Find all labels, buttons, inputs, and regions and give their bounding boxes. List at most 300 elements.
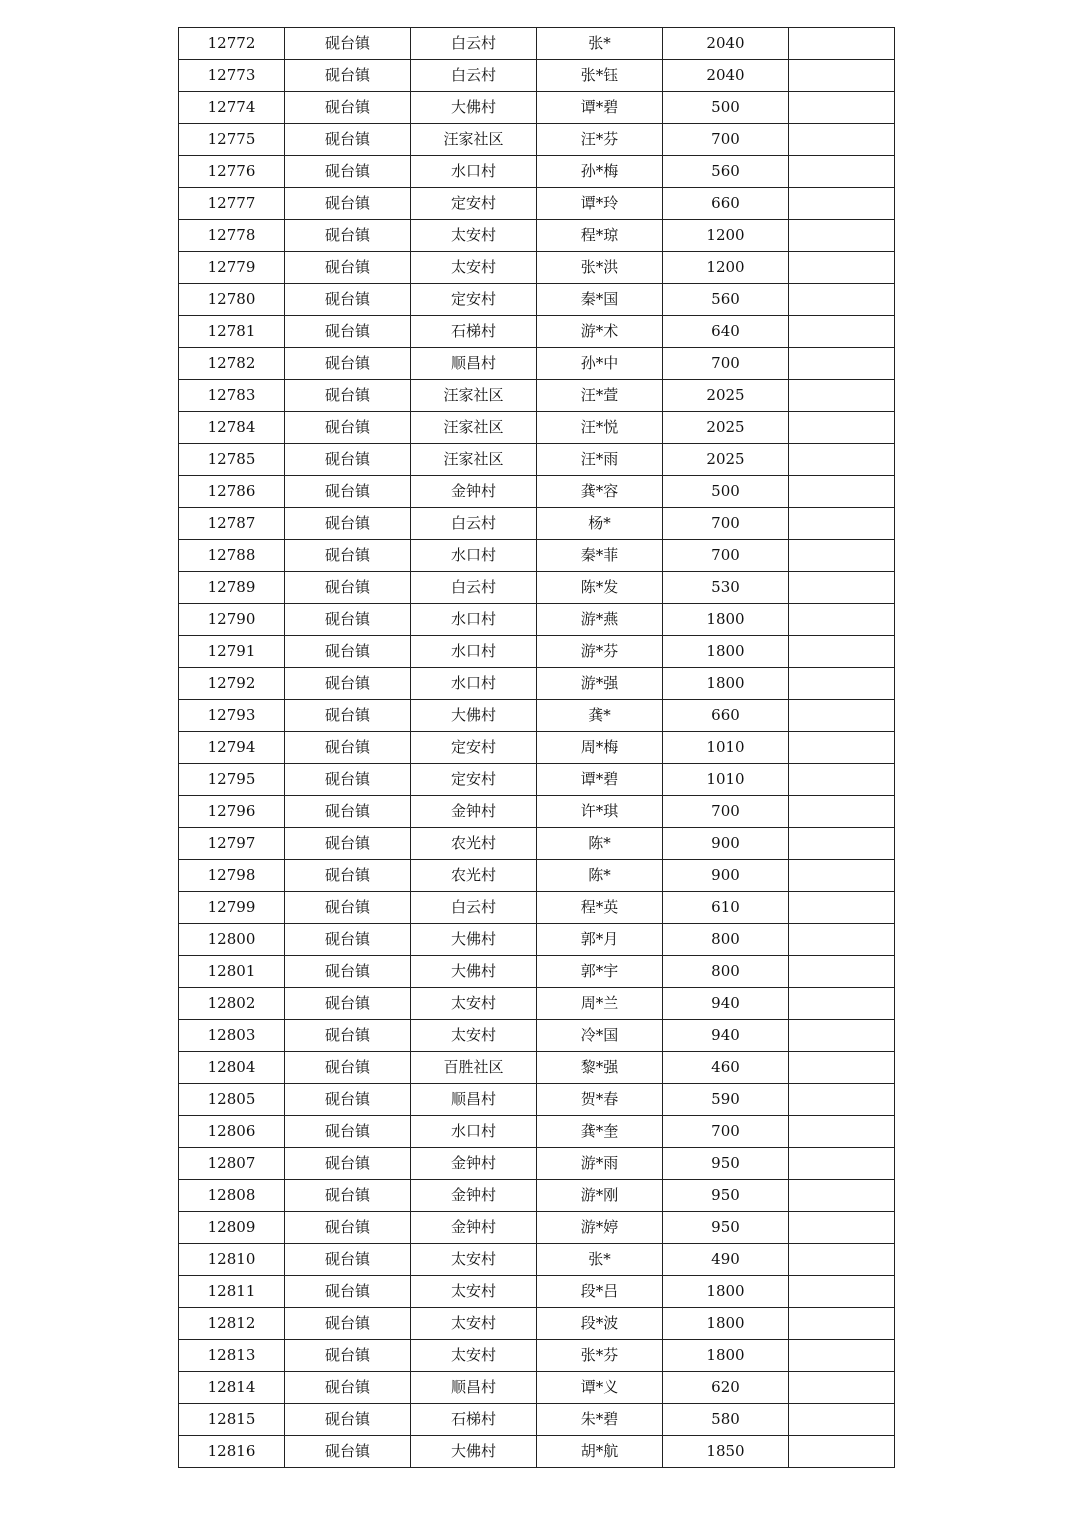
amount-cell: 800 xyxy=(663,924,789,956)
table-row xyxy=(179,508,895,540)
name-cell: 龚* xyxy=(537,700,663,732)
table-row xyxy=(179,1436,895,1468)
amount-cell: 950 xyxy=(663,1180,789,1212)
name-cell: 张*芬 xyxy=(537,1340,663,1372)
town-cell: 砚台镇 xyxy=(285,572,411,604)
village-cell: 金钟村 xyxy=(411,1148,537,1180)
roster-table xyxy=(178,27,895,1468)
serial-number-cell: 12804 xyxy=(179,1052,285,1084)
amount-cell: 590 xyxy=(663,1084,789,1116)
table-row xyxy=(179,1244,895,1276)
village-cell: 太安村 xyxy=(411,1340,537,1372)
town-cell: 砚台镇 xyxy=(285,444,411,476)
town-cell: 砚台镇 xyxy=(285,348,411,380)
serial-number-cell: 12791 xyxy=(179,636,285,668)
serial-number-cell: 12792 xyxy=(179,668,285,700)
village-cell: 太安村 xyxy=(411,1020,537,1052)
name-cell: 周*梅 xyxy=(537,732,663,764)
remark-cell xyxy=(789,956,895,988)
town-cell: 砚台镇 xyxy=(285,1212,411,1244)
town-cell: 砚台镇 xyxy=(285,252,411,284)
name-cell: 龚*容 xyxy=(537,476,663,508)
name-cell: 秦*国 xyxy=(537,284,663,316)
name-cell: 张* xyxy=(537,28,663,60)
amount-cell: 1010 xyxy=(663,764,789,796)
town-cell: 砚台镇 xyxy=(285,60,411,92)
amount-cell: 1800 xyxy=(663,604,789,636)
remark-cell xyxy=(789,732,895,764)
village-cell: 汪家社区 xyxy=(411,412,537,444)
remark-cell xyxy=(789,1180,895,1212)
name-cell: 段*吕 xyxy=(537,1276,663,1308)
town-cell: 砚台镇 xyxy=(285,924,411,956)
amount-cell: 560 xyxy=(663,284,789,316)
village-cell: 太安村 xyxy=(411,1308,537,1340)
remark-cell xyxy=(789,636,895,668)
serial-number-cell: 12772 xyxy=(179,28,285,60)
remark-cell xyxy=(789,604,895,636)
amount-cell: 2025 xyxy=(663,380,789,412)
serial-number-cell: 12793 xyxy=(179,700,285,732)
table-row xyxy=(179,540,895,572)
remark-cell xyxy=(789,316,895,348)
serial-number-cell: 12801 xyxy=(179,956,285,988)
amount-cell: 2040 xyxy=(663,60,789,92)
remark-cell xyxy=(789,764,895,796)
amount-cell: 1800 xyxy=(663,668,789,700)
table-row xyxy=(179,1020,895,1052)
remark-cell xyxy=(789,444,895,476)
remark-cell xyxy=(789,1212,895,1244)
amount-cell: 580 xyxy=(663,1404,789,1436)
name-cell: 汪*芬 xyxy=(537,124,663,156)
name-cell: 谭*玲 xyxy=(537,188,663,220)
serial-number-cell: 12783 xyxy=(179,380,285,412)
name-cell: 游*雨 xyxy=(537,1148,663,1180)
table-row xyxy=(179,1084,895,1116)
amount-cell: 940 xyxy=(663,1020,789,1052)
remark-cell xyxy=(789,380,895,412)
table-row xyxy=(179,380,895,412)
table-row xyxy=(179,1116,895,1148)
table-row xyxy=(179,444,895,476)
amount-cell: 700 xyxy=(663,508,789,540)
serial-number-cell: 12812 xyxy=(179,1308,285,1340)
serial-number-cell: 12809 xyxy=(179,1212,285,1244)
town-cell: 砚台镇 xyxy=(285,956,411,988)
serial-number-cell: 12810 xyxy=(179,1244,285,1276)
name-cell: 程*英 xyxy=(537,892,663,924)
remark-cell xyxy=(789,28,895,60)
name-cell: 胡*航 xyxy=(537,1436,663,1468)
remark-cell xyxy=(789,1340,895,1372)
town-cell: 砚台镇 xyxy=(285,1340,411,1372)
town-cell: 砚台镇 xyxy=(285,28,411,60)
town-cell: 砚台镇 xyxy=(285,892,411,924)
name-cell: 谭*碧 xyxy=(537,764,663,796)
serial-number-cell: 12790 xyxy=(179,604,285,636)
table-row xyxy=(179,764,895,796)
serial-number-cell: 12781 xyxy=(179,316,285,348)
village-cell: 定安村 xyxy=(411,764,537,796)
village-cell: 定安村 xyxy=(411,284,537,316)
remark-cell xyxy=(789,1308,895,1340)
town-cell: 砚台镇 xyxy=(285,1276,411,1308)
amount-cell: 610 xyxy=(663,892,789,924)
name-cell: 孙*梅 xyxy=(537,156,663,188)
remark-cell xyxy=(789,60,895,92)
village-cell: 石梯村 xyxy=(411,1404,537,1436)
table-row xyxy=(179,476,895,508)
amount-cell: 1200 xyxy=(663,252,789,284)
table-row xyxy=(179,668,895,700)
remark-cell xyxy=(789,1372,895,1404)
remark-cell xyxy=(789,1244,895,1276)
serial-number-cell: 12776 xyxy=(179,156,285,188)
name-cell: 游*芬 xyxy=(537,636,663,668)
amount-cell: 800 xyxy=(663,956,789,988)
remark-cell xyxy=(789,508,895,540)
table-row xyxy=(179,796,895,828)
serial-number-cell: 12789 xyxy=(179,572,285,604)
village-cell: 太安村 xyxy=(411,1276,537,1308)
amount-cell: 1800 xyxy=(663,1308,789,1340)
remark-cell xyxy=(789,1084,895,1116)
amount-cell: 2025 xyxy=(663,412,789,444)
amount-cell: 560 xyxy=(663,156,789,188)
town-cell: 砚台镇 xyxy=(285,380,411,412)
remark-cell xyxy=(789,188,895,220)
town-cell: 砚台镇 xyxy=(285,988,411,1020)
table-row xyxy=(179,412,895,444)
name-cell: 许*琪 xyxy=(537,796,663,828)
remark-cell xyxy=(789,1276,895,1308)
table-row xyxy=(179,252,895,284)
table-row xyxy=(179,924,895,956)
table-row xyxy=(179,1404,895,1436)
amount-cell: 1800 xyxy=(663,1276,789,1308)
village-cell: 金钟村 xyxy=(411,476,537,508)
town-cell: 砚台镇 xyxy=(285,124,411,156)
name-cell: 贺*春 xyxy=(537,1084,663,1116)
village-cell: 白云村 xyxy=(411,60,537,92)
remark-cell xyxy=(789,540,895,572)
amount-cell: 700 xyxy=(663,124,789,156)
amount-cell: 940 xyxy=(663,988,789,1020)
town-cell: 砚台镇 xyxy=(285,636,411,668)
town-cell: 砚台镇 xyxy=(285,1180,411,1212)
village-cell: 金钟村 xyxy=(411,1180,537,1212)
serial-number-cell: 12773 xyxy=(179,60,285,92)
serial-number-cell: 12811 xyxy=(179,1276,285,1308)
remark-cell xyxy=(789,1436,895,1468)
amount-cell: 490 xyxy=(663,1244,789,1276)
village-cell: 金钟村 xyxy=(411,796,537,828)
serial-number-cell: 12779 xyxy=(179,252,285,284)
town-cell: 砚台镇 xyxy=(285,1436,411,1468)
serial-number-cell: 12816 xyxy=(179,1436,285,1468)
name-cell: 陈*发 xyxy=(537,572,663,604)
amount-cell: 1800 xyxy=(663,1340,789,1372)
table-row xyxy=(179,316,895,348)
amount-cell: 950 xyxy=(663,1212,789,1244)
name-cell: 周*兰 xyxy=(537,988,663,1020)
serial-number-cell: 12778 xyxy=(179,220,285,252)
village-cell: 定安村 xyxy=(411,188,537,220)
serial-number-cell: 12777 xyxy=(179,188,285,220)
name-cell: 郭*宇 xyxy=(537,956,663,988)
remark-cell xyxy=(789,156,895,188)
remark-cell xyxy=(789,572,895,604)
town-cell: 砚台镇 xyxy=(285,828,411,860)
remark-cell xyxy=(789,668,895,700)
town-cell: 砚台镇 xyxy=(285,540,411,572)
table-row xyxy=(179,124,895,156)
village-cell: 大佛村 xyxy=(411,1436,537,1468)
amount-cell: 1850 xyxy=(663,1436,789,1468)
serial-number-cell: 12780 xyxy=(179,284,285,316)
name-cell: 孙*中 xyxy=(537,348,663,380)
name-cell: 秦*菲 xyxy=(537,540,663,572)
table-row xyxy=(179,1276,895,1308)
village-cell: 白云村 xyxy=(411,28,537,60)
town-cell: 砚台镇 xyxy=(285,1244,411,1276)
name-cell: 谭*义 xyxy=(537,1372,663,1404)
remark-cell xyxy=(789,284,895,316)
village-cell: 水口村 xyxy=(411,540,537,572)
table-row xyxy=(179,732,895,764)
town-cell: 砚台镇 xyxy=(285,860,411,892)
amount-cell: 700 xyxy=(663,348,789,380)
town-cell: 砚台镇 xyxy=(285,764,411,796)
name-cell: 汪*萱 xyxy=(537,380,663,412)
name-cell: 游*刚 xyxy=(537,1180,663,1212)
table-row xyxy=(179,92,895,124)
table-row xyxy=(179,1340,895,1372)
name-cell: 杨* xyxy=(537,508,663,540)
village-cell: 顺昌村 xyxy=(411,348,537,380)
remark-cell xyxy=(789,1116,895,1148)
serial-number-cell: 12787 xyxy=(179,508,285,540)
remark-cell xyxy=(789,892,895,924)
town-cell: 砚台镇 xyxy=(285,1308,411,1340)
amount-cell: 900 xyxy=(663,828,789,860)
town-cell: 砚台镇 xyxy=(285,1116,411,1148)
village-cell: 百胜社区 xyxy=(411,1052,537,1084)
remark-cell xyxy=(789,476,895,508)
town-cell: 砚台镇 xyxy=(285,604,411,636)
table-row xyxy=(179,636,895,668)
serial-number-cell: 12803 xyxy=(179,1020,285,1052)
village-cell: 白云村 xyxy=(411,892,537,924)
village-cell: 定安村 xyxy=(411,732,537,764)
amount-cell: 1800 xyxy=(663,636,789,668)
serial-number-cell: 12815 xyxy=(179,1404,285,1436)
town-cell: 砚台镇 xyxy=(285,284,411,316)
village-cell: 白云村 xyxy=(411,572,537,604)
town-cell: 砚台镇 xyxy=(285,1404,411,1436)
amount-cell: 700 xyxy=(663,796,789,828)
village-cell: 石梯村 xyxy=(411,316,537,348)
village-cell: 顺昌村 xyxy=(411,1084,537,1116)
remark-cell xyxy=(789,860,895,892)
remark-cell xyxy=(789,796,895,828)
village-cell: 水口村 xyxy=(411,604,537,636)
table-row xyxy=(179,1372,895,1404)
name-cell: 张* xyxy=(537,1244,663,1276)
name-cell: 陈* xyxy=(537,860,663,892)
table-row xyxy=(179,860,895,892)
village-cell: 大佛村 xyxy=(411,92,537,124)
serial-number-cell: 12782 xyxy=(179,348,285,380)
village-cell: 太安村 xyxy=(411,1244,537,1276)
town-cell: 砚台镇 xyxy=(285,156,411,188)
name-cell: 程*琼 xyxy=(537,220,663,252)
remark-cell xyxy=(789,1052,895,1084)
name-cell: 谭*碧 xyxy=(537,92,663,124)
serial-number-cell: 12802 xyxy=(179,988,285,1020)
town-cell: 砚台镇 xyxy=(285,316,411,348)
serial-number-cell: 12786 xyxy=(179,476,285,508)
town-cell: 砚台镇 xyxy=(285,1372,411,1404)
name-cell: 汪*雨 xyxy=(537,444,663,476)
town-cell: 砚台镇 xyxy=(285,188,411,220)
town-cell: 砚台镇 xyxy=(285,668,411,700)
village-cell: 水口村 xyxy=(411,156,537,188)
name-cell: 游*燕 xyxy=(537,604,663,636)
village-cell: 水口村 xyxy=(411,1116,537,1148)
table-row xyxy=(179,1148,895,1180)
town-cell: 砚台镇 xyxy=(285,1020,411,1052)
serial-number-cell: 12794 xyxy=(179,732,285,764)
remark-cell xyxy=(789,252,895,284)
town-cell: 砚台镇 xyxy=(285,1148,411,1180)
amount-cell: 700 xyxy=(663,1116,789,1148)
name-cell: 张*洪 xyxy=(537,252,663,284)
serial-number-cell: 12798 xyxy=(179,860,285,892)
serial-number-cell: 12796 xyxy=(179,796,285,828)
amount-cell: 1010 xyxy=(663,732,789,764)
table-row xyxy=(179,1180,895,1212)
amount-cell: 660 xyxy=(663,188,789,220)
remark-cell xyxy=(789,124,895,156)
village-cell: 白云村 xyxy=(411,508,537,540)
name-cell: 游*婷 xyxy=(537,1212,663,1244)
town-cell: 砚台镇 xyxy=(285,476,411,508)
name-cell: 张*钰 xyxy=(537,60,663,92)
amount-cell: 620 xyxy=(663,1372,789,1404)
village-cell: 太安村 xyxy=(411,252,537,284)
serial-number-cell: 12795 xyxy=(179,764,285,796)
name-cell: 游*强 xyxy=(537,668,663,700)
remark-cell xyxy=(789,1148,895,1180)
town-cell: 砚台镇 xyxy=(285,732,411,764)
village-cell: 顺昌村 xyxy=(411,1372,537,1404)
village-cell: 汪家社区 xyxy=(411,380,537,412)
amount-cell: 700 xyxy=(663,540,789,572)
amount-cell: 460 xyxy=(663,1052,789,1084)
serial-number-cell: 12800 xyxy=(179,924,285,956)
serial-number-cell: 12808 xyxy=(179,1180,285,1212)
village-cell: 农光村 xyxy=(411,828,537,860)
amount-cell: 500 xyxy=(663,92,789,124)
table-row xyxy=(179,700,895,732)
serial-number-cell: 12788 xyxy=(179,540,285,572)
table-row xyxy=(179,156,895,188)
serial-number-cell: 12785 xyxy=(179,444,285,476)
serial-number-cell: 12775 xyxy=(179,124,285,156)
serial-number-cell: 12774 xyxy=(179,92,285,124)
village-cell: 太安村 xyxy=(411,220,537,252)
remark-cell xyxy=(789,828,895,860)
remark-cell xyxy=(789,1020,895,1052)
remark-cell xyxy=(789,924,895,956)
amount-cell: 2040 xyxy=(663,28,789,60)
name-cell: 龚*奎 xyxy=(537,1116,663,1148)
table-row xyxy=(179,572,895,604)
amount-cell: 640 xyxy=(663,316,789,348)
village-cell: 金钟村 xyxy=(411,1212,537,1244)
roster-table-body xyxy=(179,28,895,1468)
table-row xyxy=(179,988,895,1020)
amount-cell: 2025 xyxy=(663,444,789,476)
town-cell: 砚台镇 xyxy=(285,92,411,124)
amount-cell: 900 xyxy=(663,860,789,892)
amount-cell: 950 xyxy=(663,1148,789,1180)
name-cell: 游*术 xyxy=(537,316,663,348)
table-row xyxy=(179,604,895,636)
table-row xyxy=(179,1212,895,1244)
table-row xyxy=(179,1308,895,1340)
table-row xyxy=(179,828,895,860)
name-cell: 黎*强 xyxy=(537,1052,663,1084)
amount-cell: 660 xyxy=(663,700,789,732)
table-row xyxy=(179,284,895,316)
serial-number-cell: 12806 xyxy=(179,1116,285,1148)
serial-number-cell: 12799 xyxy=(179,892,285,924)
village-cell: 汪家社区 xyxy=(411,124,537,156)
village-cell: 大佛村 xyxy=(411,700,537,732)
village-cell: 水口村 xyxy=(411,668,537,700)
table-row xyxy=(179,188,895,220)
town-cell: 砚台镇 xyxy=(285,508,411,540)
village-cell: 大佛村 xyxy=(411,924,537,956)
name-cell: 郭*月 xyxy=(537,924,663,956)
village-cell: 大佛村 xyxy=(411,956,537,988)
table-row xyxy=(179,220,895,252)
name-cell: 陈* xyxy=(537,828,663,860)
serial-number-cell: 12797 xyxy=(179,828,285,860)
remark-cell xyxy=(789,412,895,444)
village-cell: 水口村 xyxy=(411,636,537,668)
village-cell: 太安村 xyxy=(411,988,537,1020)
town-cell: 砚台镇 xyxy=(285,1084,411,1116)
town-cell: 砚台镇 xyxy=(285,1052,411,1084)
table-row xyxy=(179,1052,895,1084)
serial-number-cell: 12807 xyxy=(179,1148,285,1180)
town-cell: 砚台镇 xyxy=(285,220,411,252)
town-cell: 砚台镇 xyxy=(285,700,411,732)
remark-cell xyxy=(789,348,895,380)
name-cell: 朱*碧 xyxy=(537,1404,663,1436)
remark-cell xyxy=(789,988,895,1020)
table-row xyxy=(179,348,895,380)
serial-number-cell: 12813 xyxy=(179,1340,285,1372)
name-cell: 段*波 xyxy=(537,1308,663,1340)
table-row xyxy=(179,956,895,988)
amount-cell: 530 xyxy=(663,572,789,604)
amount-cell: 1200 xyxy=(663,220,789,252)
